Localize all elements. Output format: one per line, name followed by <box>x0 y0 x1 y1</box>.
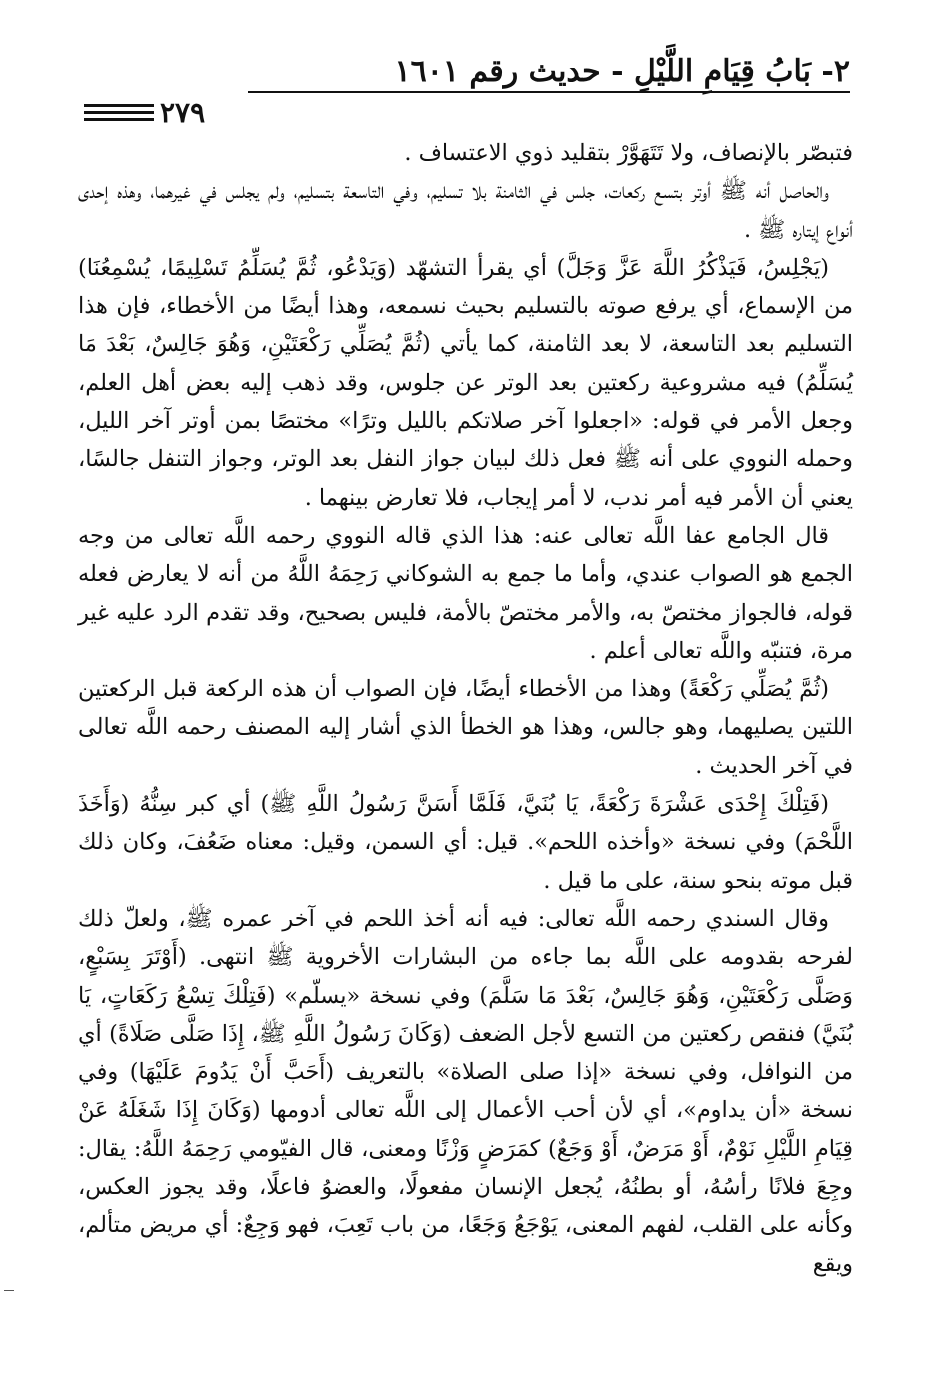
paragraph-6: (فَتِلْكَ إِحْدَى عَشْرَةَ رَكْعَةً، يَا بُنَيَّ، فَلَمَّا أَسَنَّ رَسُولُ اللَّهِ ﷺ) أي كبر سِنُّهُ (وَأَخَذَ اللَّحْمَ) وفي نسخة «وأخذه اللحم». قيل: أي السمن، وقيل: معناه ضَعُفَ، وكان ذلك قبل موته بنحو سنة، على ما قيل . <box>78 791 853 894</box>
page-body <box>78 134 853 1283</box>
page-number: ٢٧٩ <box>160 96 206 129</box>
running-title: ٢- بَابُ قِيَامِ اللَّيْلِ - حديث رقم ١٦٠١ <box>394 54 850 89</box>
paragraph-4: قال الجامع عفا اللَّه تعالى عنه: هذا الذي قاله النووي رحمه اللَّه تعالى من وجه الجمع هو الصواب عندي، وأما ما جمع به الشوكاني رَحِمَهُ اللَّهُ من أنه لا يعارض فعله قوله، فالجواز مختصّ به، والأمر مختصّ بالأمة، فليس بصحيح، وقد تقدم الرد عليه غير مرة، فتنبّه واللَّه تعالى أعلم . <box>78 522 853 664</box>
margin-mark <box>4 1290 14 1291</box>
paragraph-7: وقال السندي رحمه اللَّه تعالى: فيه أنه أخذ اللحم في آخر عمره ﷺ، ولعلّ ذلك لفرحه بقدومه على اللَّه بما جاءه من البشارات الأخروية ﷺ انتهى. (أَوْتَرَ بِسَبْعٍ، وَصَلَّى رَكْعَتَيْنِ، وَهُوَ جَالِسٌ، بَعْدَ مَا سَلَّمَ) وفي نسخة «يسلّم» (فَتِلْكَ تِسْعُ رَكَعَاتٍ، يَا بُنَيَّ) فنقص ركعتين من التسع لأجل الضعف (وَكَانَ رَسُولُ اللَّهِ ﷺ، إِذَا صَلَّى صَلَاةً) أي من النوافل، وفي نسخة «إذا صلى الصلاة» بالتعريف (أَحَبَّ أَنْ يَدُومَ عَلَيْهَا) وفي نسخة «أن يداوم»، أي لأن أحب الأعمال إلى اللَّه تعالى أدومها (وَكَانَ إِذَا شَغَلَهُ عَنْ قِيَامِ اللَّيْلِ نَوْمٌ، أَوْ مَرَضٌ، أَوْ وَجَعٌ) كمَرَضٍ وَزْنًا ومعنى، قال الفيّومي رَحِمَهُ اللَّهُ: يقال: وجِعَ فلانًا رأسُهُ، أو بطنُهُ، يُجعل الإنسان مفعولًا، والعضوُ فاعلًا، وقد يجوز العكس، وكأنه على القلب، لفهم المعنى، يَوْجَعُ وَجَعًا، من باب تَعِبَ، فهو وَجِعٌ: أي مريض متألم، ويقع <box>78 905 853 1277</box>
paragraph-2: والحاصل أنه ﷺ أوتر بتسع ركعات، جلس في الثامنة بلا تسليم، وفي التاسعة بتسليم، ولم يجلس في غيرهما، وهذه إحدى أنواع إيتاره ﷺ . <box>78 178 853 243</box>
paragraph-1: فتبصّر بالإنصاف، ولا تَتَهَوَّرْ بتقليد ذوي الاعتساف . <box>404 140 853 166</box>
page-number-rules <box>84 104 154 125</box>
page-header <box>80 44 850 129</box>
paragraph-5: (ثُمَّ يُصَلِّي رَكْعَةً) وهذا من الأخطاء أيضًا، فإن الصواب أن هذه الركعة قبل الركعتين اللتين يصليهما، وهو جالس، وهذا هو الخطأ الذي أشار إليه المصنف رحمه اللَّه تعالى في آخر الحديث . <box>78 676 853 779</box>
paragraph-3: (يَجْلِسُ، فَيَذْكُرُ اللَّهَ عَزَّ وَجَلَّ) أي يقرأ التشهّد (وَيَدْعُو، ثُمَّ يُسَلِّمُ تَسْلِيمًا، يُسْمِعُنَا) من الإسماع، أي يرفع صوته بالتسليم بحيث نسمعه، وهذا أيضًا من الأخطاء، فإن هذا التسليم بعد التاسعة، لا بعد الثامنة، كما يأتي (ثُمَّ يُصَلِّي رَكْعَتَيْنِ، وَهُوَ جَالِسٌ، بَعْدَ مَا يُسَلِّمُ) فيه مشروعية ركعتين بعد الوتر عن جلوس، وقد ذهب إليه بعض أهل العلم، وجعل الأمر في قوله: «اجعلوا آخر صلاتكم بالليل وترًا» مختصًا بمن أوتر آخر الليل، وحمله النووي على أنه ﷺ فعل ذلك لبيان جواز النفل بعد الوتر، وجواز التنفل جالسًا، يعني أن الأمر فيه أمر ندب، لا أمر إيجاب، فلا تعارض بينهما . <box>78 254 853 511</box>
header-rule <box>248 91 850 93</box>
